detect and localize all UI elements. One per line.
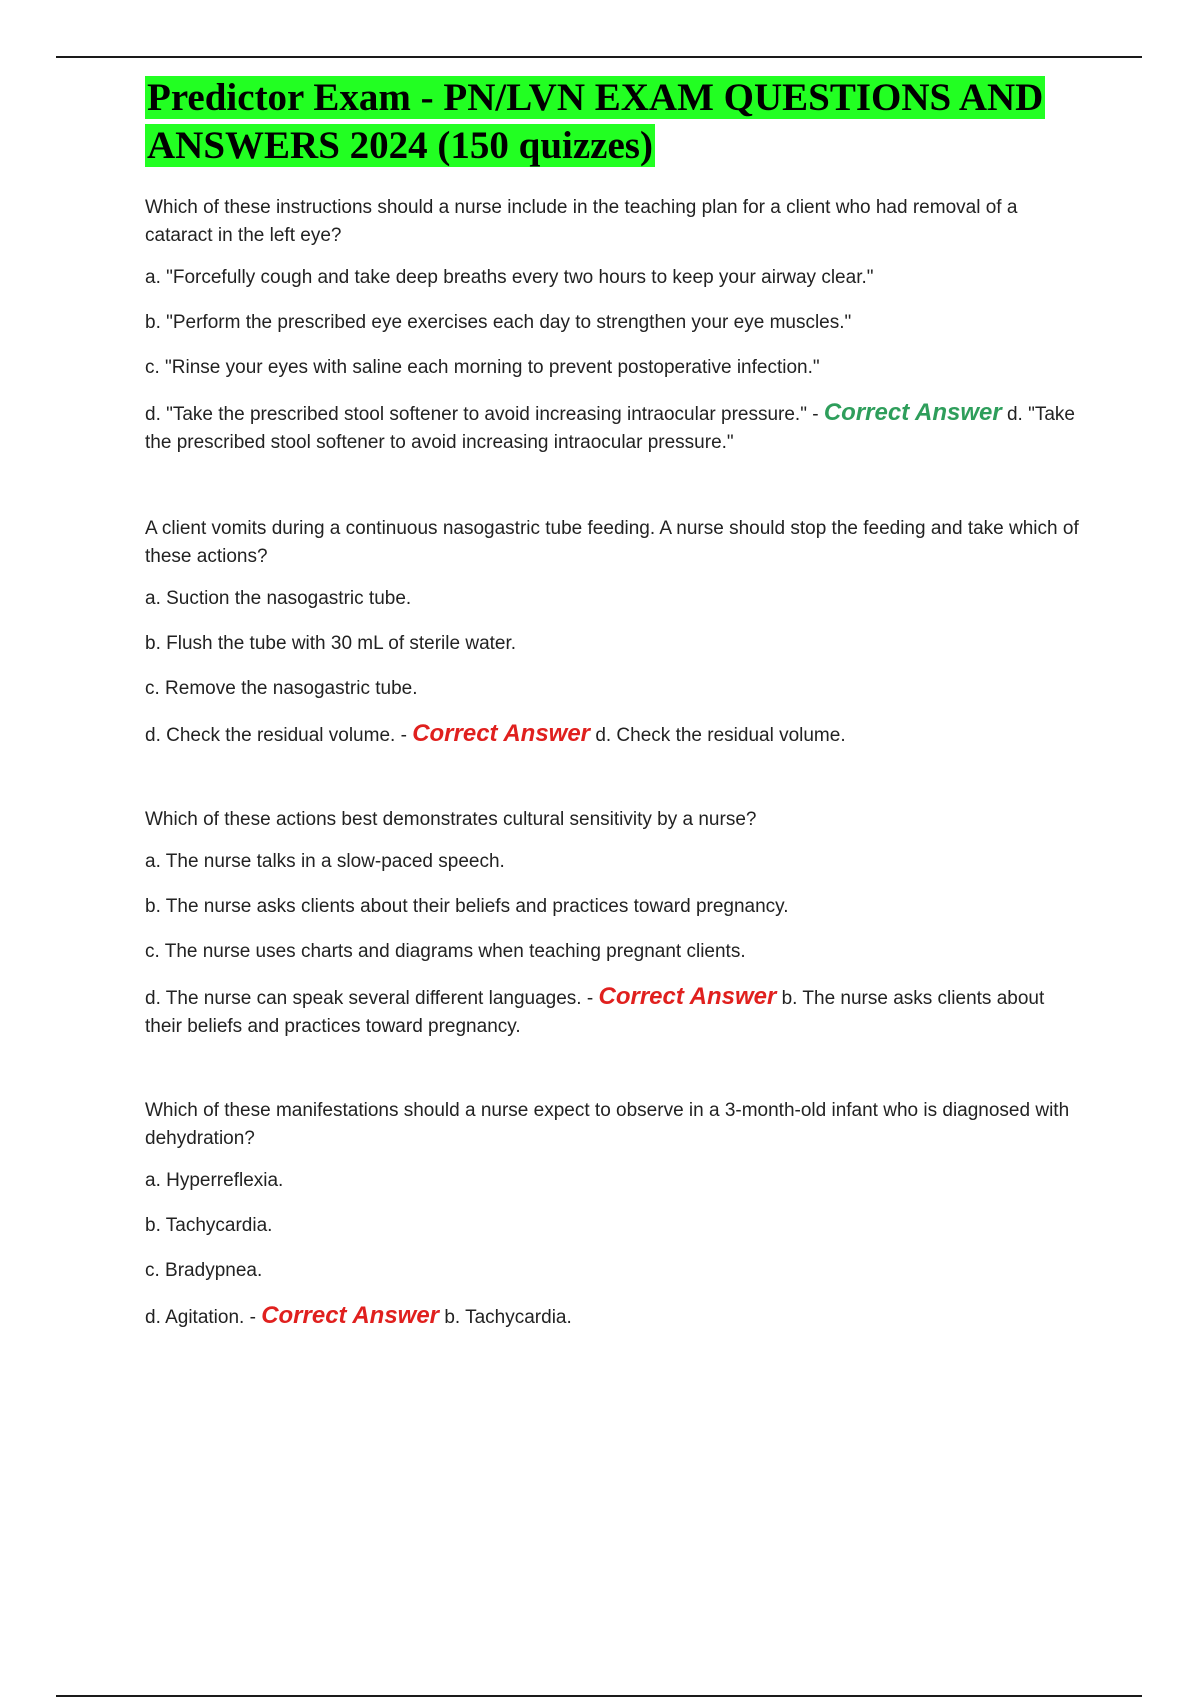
option-d: d. Agitation. -: [145, 1307, 256, 1328]
option-a: a. The nurse talks in a slow-paced speech.: [145, 851, 505, 872]
question-text: Which of these instructions should a nurse include in the teaching plan for a client who had removal of a cataract in the left eye?: [145, 197, 1018, 246]
option-d-with-answer: [145, 399, 1085, 457]
spacer: [145, 750, 1085, 806]
correct-answer-label: Correct Answer: [412, 720, 591, 747]
question-4: [145, 1097, 1085, 1332]
correct-answer-label: Correct Answer: [823, 399, 1002, 426]
option-b: b. Tachycardia.: [145, 1215, 273, 1236]
spacer: [145, 1041, 1085, 1097]
correct-answer-label: Correct Answer: [598, 983, 777, 1010]
bottom-rule: [56, 1695, 1142, 1697]
document-body: [145, 74, 1085, 1332]
question-text: Which of these actions best demonstrates cultural sensitivity by a nurse?: [145, 809, 757, 830]
correct-answer: d. Check the residual volume.: [595, 725, 846, 746]
option-a: a. "Forcefully cough and take deep breaths every two hours to keep your airway clear.": [145, 267, 874, 288]
option-b: b. The nurse asks clients about their beliefs and practices toward pregnancy.: [145, 896, 789, 917]
correct-answer: d. "Take the prescribed stool softener to avoid increasing intraocular pressure.": [145, 404, 1075, 453]
option-b: b. Flush the tube with 30 mL of sterile water.: [145, 633, 517, 654]
option-c: c. "Rinse your eyes with saline each morning to prevent postoperative infection.": [145, 357, 820, 378]
option-c: c. The nurse uses charts and diagrams when teaching pregnant clients.: [145, 941, 746, 962]
question-1: [145, 194, 1085, 457]
option-d: d. The nurse can speak several different languages. -: [145, 988, 594, 1009]
question-2: [145, 515, 1085, 750]
option-b: b. "Perform the prescribed eye exercises each day to strengthen your eye muscles.": [145, 312, 852, 333]
correct-answer: b. Tachycardia.: [444, 1307, 572, 1328]
spacer: [145, 457, 1085, 515]
option-c: c. Remove the nasogastric tube.: [145, 678, 418, 699]
option-d: d. Check the residual volume. -: [145, 725, 407, 746]
correct-answer: b. The nurse asks clients about their beliefs and practices toward pregnancy.: [145, 988, 1045, 1037]
document-title: Predictor Exam - PN/LVN EXAM QUESTIONS AND ANSWERS 2024 (150 quizzes): [147, 76, 1044, 167]
question-3: [145, 806, 1085, 1041]
option-a: a. Suction the nasogastric tube.: [145, 588, 412, 609]
correct-answer-label: Correct Answer: [261, 1302, 440, 1329]
question-text: A client vomits during a continuous nasogastric tube feeding. A nurse should stop the feeding and take which of these actions?: [145, 518, 1079, 567]
title-block: [145, 74, 1085, 170]
option-d-with-answer: [145, 720, 1085, 750]
option-d: d. "Take the prescribed stool softener to avoid increasing intraocular pressure." -: [145, 404, 819, 425]
option-c: c. Bradypnea.: [145, 1260, 263, 1281]
option-d-with-answer: [145, 983, 1085, 1041]
top-rule: [56, 56, 1142, 58]
option-d-with-answer: [145, 1302, 1085, 1332]
option-a: a. Hyperreflexia.: [145, 1170, 284, 1191]
question-text: Which of these manifestations should a nurse expect to observe in a 3-month-old infant who is diagnosed with dehydration?: [145, 1100, 1070, 1149]
